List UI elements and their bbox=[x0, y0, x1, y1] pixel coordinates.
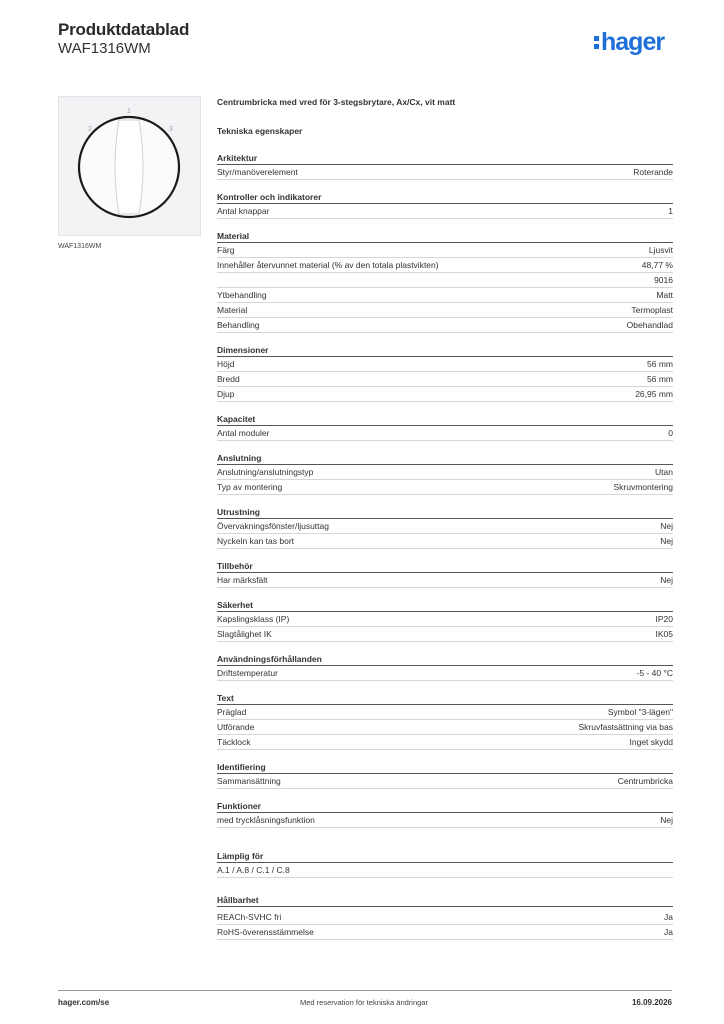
spec-value: Symbol "3-lägen" bbox=[607, 707, 673, 717]
footer-date: 16.09.2026 bbox=[631, 998, 672, 1007]
spec-label: RoHS-överensstämmelse bbox=[217, 927, 314, 937]
page-title: Produktdatablad bbox=[58, 20, 190, 39]
spec-label: Djup bbox=[217, 389, 235, 399]
section-title: Material bbox=[217, 230, 673, 243]
section-title: Funktioner bbox=[217, 800, 673, 813]
spec-value: 56 mm bbox=[647, 359, 673, 369]
spec-row bbox=[217, 705, 673, 720]
spec-row bbox=[217, 372, 673, 387]
spec-value: Roterande bbox=[633, 167, 673, 177]
spec-row bbox=[217, 288, 673, 303]
spec-label: med trycklåsningsfunktion bbox=[217, 815, 315, 825]
spec-value: IP20 bbox=[655, 614, 673, 624]
spec-value: Obehandlad bbox=[626, 320, 673, 330]
spec-row bbox=[217, 303, 673, 318]
spec-label: Nyckeln kan tas bort bbox=[217, 536, 295, 546]
spec-row bbox=[217, 666, 673, 681]
spec-row bbox=[217, 273, 673, 288]
spec-row bbox=[217, 573, 673, 588]
spec-row bbox=[217, 204, 673, 219]
spec-label: Kapslingsklass (IP) bbox=[217, 614, 290, 624]
section-title: Anslutning bbox=[217, 452, 673, 465]
section-title: Identifiering bbox=[217, 761, 673, 774]
spec-row bbox=[217, 480, 673, 495]
logo-text: hager bbox=[601, 27, 665, 56]
spec-value: Skruvmontering bbox=[613, 482, 673, 492]
spec-label: Höjd bbox=[217, 359, 235, 369]
spec-label: Innehåller återvunnet material (% av den totala plastvikten) bbox=[217, 260, 439, 270]
spec-row bbox=[217, 387, 673, 402]
spec-content bbox=[217, 96, 673, 940]
footer-divider bbox=[58, 990, 672, 991]
spec-label: Typ av montering bbox=[217, 482, 283, 492]
spec-label: Utförande bbox=[217, 722, 255, 732]
spec-value: 1 bbox=[668, 206, 673, 216]
spec-value: IK05 bbox=[655, 629, 673, 639]
spec-row bbox=[217, 925, 673, 940]
dial-mark-3: 3 bbox=[169, 126, 173, 133]
section-title: Dimensioner bbox=[217, 344, 673, 357]
spec-row bbox=[217, 863, 673, 878]
spec-row bbox=[217, 735, 673, 750]
dial-mark-1: 1 bbox=[127, 108, 131, 115]
section-title: Säkerhet bbox=[217, 599, 673, 612]
spec-row bbox=[217, 465, 673, 480]
spec-row bbox=[217, 774, 673, 789]
spec-row bbox=[217, 534, 673, 549]
section-title: Text bbox=[217, 692, 673, 705]
spec-label: Präglad bbox=[217, 707, 247, 717]
spec-value: Ljusvit bbox=[648, 245, 673, 255]
spec-label: Täcklock bbox=[217, 737, 251, 747]
spec-row bbox=[217, 612, 673, 627]
product-code: WAF1316WM bbox=[58, 40, 151, 57]
spec-value: 9016 bbox=[654, 275, 673, 285]
section-title: Användningsförhållanden bbox=[217, 653, 673, 666]
dial-mark-2: 2 bbox=[88, 126, 92, 133]
spec-row bbox=[217, 813, 673, 828]
spec-value: 56 mm bbox=[647, 374, 673, 384]
spec-value: Nej bbox=[660, 575, 673, 585]
spec-value: Nej bbox=[660, 815, 673, 825]
spec-value: 0 bbox=[668, 428, 673, 438]
spec-value: -5 - 40 °C bbox=[636, 668, 673, 678]
spec-row bbox=[217, 910, 673, 925]
section-title: Lämplig för bbox=[217, 850, 673, 863]
spec-value: Inget skydd bbox=[629, 737, 673, 747]
spec-row bbox=[217, 627, 673, 642]
spec-value: A.1 / A.8 / C.1 / C.8 bbox=[217, 865, 290, 875]
image-caption: WAF1316WM bbox=[58, 243, 102, 250]
spec-row bbox=[217, 519, 673, 534]
spec-label: Antal moduler bbox=[217, 428, 270, 438]
spec-label: Antal knappar bbox=[217, 206, 270, 216]
section-title: Utrustning bbox=[217, 506, 673, 519]
spec-row bbox=[217, 318, 673, 333]
hager-logo bbox=[594, 28, 664, 56]
spec-label: Anslutning/anslutningstyp bbox=[217, 467, 314, 477]
spec-value: 26,95 mm bbox=[635, 389, 673, 399]
spec-label: REACh-SVHC fri bbox=[217, 912, 282, 922]
spec-value: Matt bbox=[656, 290, 673, 300]
section-title: Hållbarhet bbox=[217, 894, 673, 907]
spec-value: Termoplast bbox=[631, 305, 673, 315]
footer-disclaimer: Med reservation för tekniska ändringar bbox=[300, 998, 428, 1007]
spec-row bbox=[217, 720, 673, 735]
spec-value: 48,77 % bbox=[641, 260, 673, 270]
section-title: Arkitektur bbox=[217, 152, 673, 165]
spec-value: Nej bbox=[660, 521, 673, 531]
spec-label: Behandling bbox=[217, 320, 260, 330]
rotary-knob-illustration bbox=[59, 97, 200, 235]
logo-dots bbox=[594, 36, 599, 49]
product-description: Centrumbricka med vred för 3-stegsbrytare, Ax/Cx, vit matt bbox=[217, 97, 456, 107]
spec-row bbox=[217, 243, 673, 258]
section-title: Kontroller och indikatorer bbox=[217, 191, 673, 204]
spec-label: Material bbox=[217, 305, 248, 315]
product-image bbox=[58, 96, 201, 236]
spec-label: Övervakningsfönster/ljusuttag bbox=[217, 521, 329, 531]
spec-value: Utan bbox=[655, 467, 673, 477]
spec-label: Slagtålighet IK bbox=[217, 629, 272, 639]
spec-label: Styr/manöverelement bbox=[217, 167, 298, 177]
spec-row bbox=[217, 258, 673, 273]
spec-label: Ytbehandling bbox=[217, 290, 267, 300]
footer-website: hager.com/se bbox=[58, 998, 110, 1007]
section-title: Tillbehör bbox=[217, 560, 673, 573]
sustainability-rows bbox=[217, 910, 673, 940]
section-title: Kapacitet bbox=[217, 413, 673, 426]
spec-row bbox=[217, 426, 673, 441]
spec-label: Färg bbox=[217, 245, 235, 255]
spec-value: Skruvfastsättning via bas bbox=[578, 722, 673, 732]
tech-heading: Tekniska egenskaper bbox=[217, 126, 303, 136]
spec-value: Ja bbox=[664, 912, 673, 922]
spec-label: Driftstemperatur bbox=[217, 668, 278, 678]
spec-label: Sammansättning bbox=[217, 776, 281, 786]
spec-value: Nej bbox=[660, 536, 673, 546]
spec-label: Har märksfält bbox=[217, 575, 268, 585]
spec-row bbox=[217, 357, 673, 372]
spec-label: Bredd bbox=[217, 374, 240, 384]
spec-value: Centrumbricka bbox=[617, 776, 673, 786]
spec-sections bbox=[217, 152, 673, 828]
spec-row bbox=[217, 165, 673, 180]
spec-value: Ja bbox=[664, 927, 673, 937]
